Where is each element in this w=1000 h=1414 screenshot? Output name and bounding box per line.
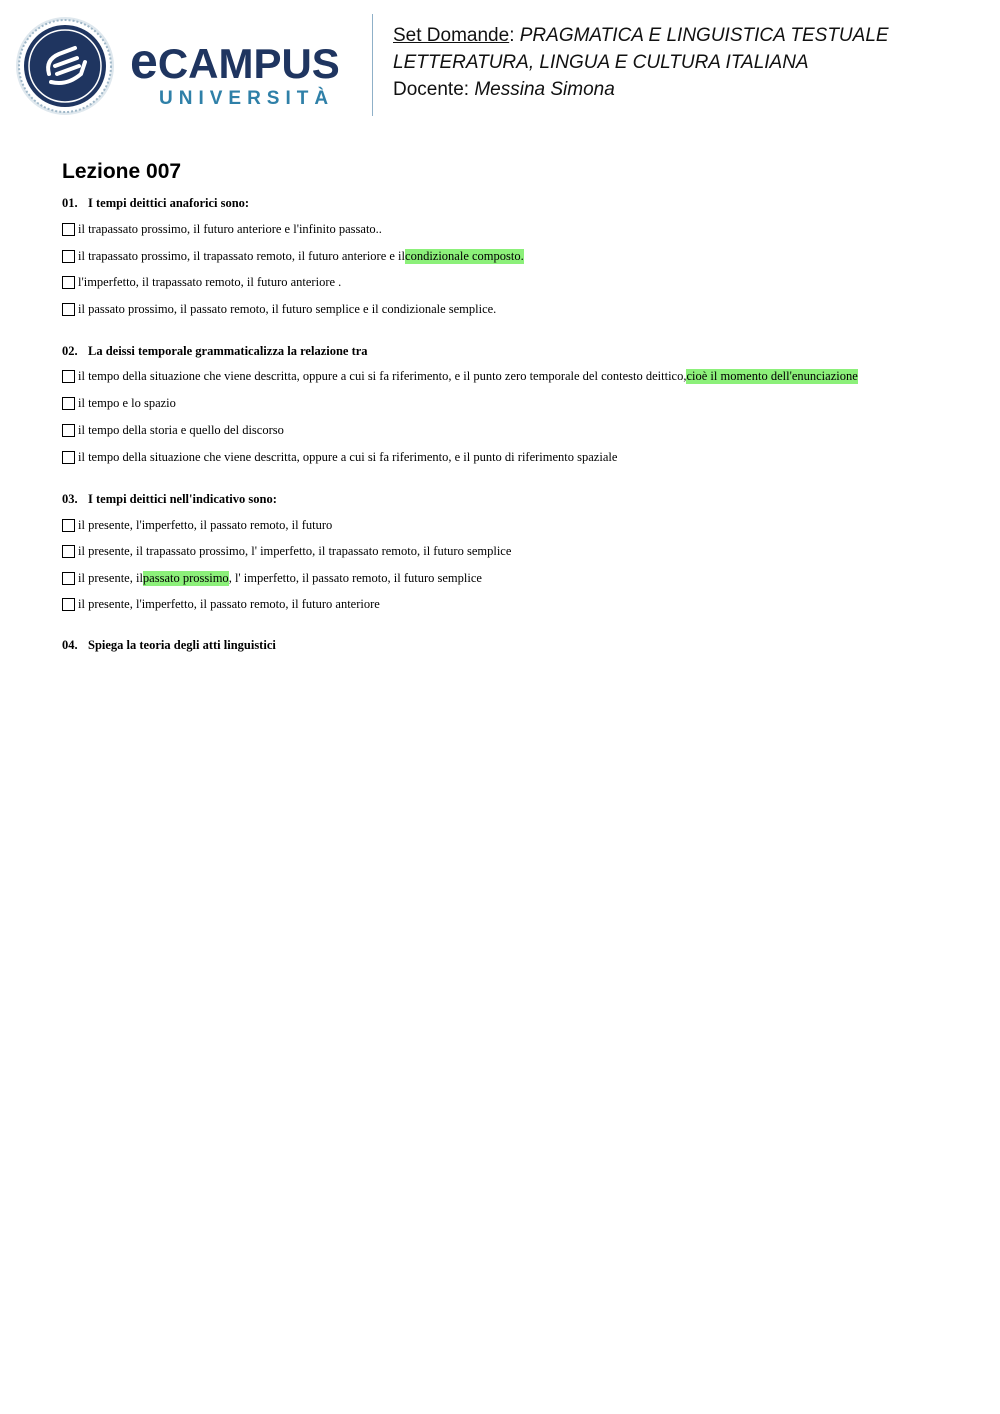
highlighted-answer: passato prossimo — [142, 571, 229, 585]
checkbox[interactable] — [62, 545, 75, 558]
question-03: 03. I tempi deittici nell'indicativo sono: — [62, 492, 277, 506]
checkbox[interactable] — [62, 370, 75, 383]
set-info — [393, 22, 889, 103]
answer-option[interactable]: il presente, il passato prossimo , l' imperfetto, il passato remoto, il futuro semplice — [62, 571, 482, 586]
answer-option[interactable]: l'imperfetto, il trapassato remoto, il futuro anteriore . — [62, 275, 341, 290]
question-02: 02. La deissi temporale grammaticalizza la relazione tra — [62, 344, 368, 358]
checkbox[interactable] — [62, 572, 75, 585]
question-04: 04. Spiega la teoria degli atti linguistici — [62, 638, 276, 652]
answer-option[interactable]: il tempo della storia e quello del discorso — [62, 423, 284, 438]
set-title-line1: PRAGMATICA E LINGUISTICA TESTUALE — [519, 25, 889, 46]
checkbox[interactable] — [62, 424, 75, 437]
set-title-line2-row — [393, 49, 889, 76]
set-title-row: Set Domande: PRAGMATICA E LINGUISTICA TESTUALE — [393, 25, 889, 46]
highlighted-answer: cioè il momento dell'enunciazione — [686, 369, 858, 383]
answer-option[interactable]: il tempo e lo spazio — [62, 396, 176, 411]
ecampus-wordmark — [130, 33, 365, 116]
checkbox[interactable] — [62, 276, 75, 289]
checkbox[interactable] — [62, 250, 75, 263]
teacher-name: Messina Simona — [474, 79, 615, 100]
checkbox[interactable] — [62, 598, 75, 611]
ecampus-seal-icon — [15, 16, 115, 116]
checkbox[interactable] — [62, 303, 75, 316]
checkbox[interactable] — [62, 451, 75, 464]
highlighted-answer: condizionale composto. — [405, 249, 524, 263]
answer-option[interactable]: il tempo della situazione che viene descritta, oppure a cui si fa riferimento, e il punto di riferimento spaziale — [62, 450, 617, 465]
set-label: Set Domande — [393, 25, 510, 46]
teacher-row — [393, 76, 889, 103]
checkbox[interactable] — [62, 223, 75, 236]
page-header — [0, 0, 1000, 130]
checkbox[interactable] — [62, 397, 75, 410]
header-divider — [372, 14, 373, 116]
answer-option[interactable]: il trapassato prossimo, il futuro anteriore e l'infinito passato.. — [62, 222, 382, 237]
wordmark-main: eCAMPUS — [130, 33, 340, 89]
teacher-label: Docente: — [393, 79, 475, 100]
set-title-line2: LETTERATURA, LINGUA E CULTURA ITALIANA — [393, 52, 809, 73]
answer-option[interactable]: il tempo della situazione che viene descritta, oppure a cui si fa riferimento, e il punto zero temporale del contesto deittico, cioè il momento dell'enunciazione — [62, 369, 858, 384]
answer-option[interactable]: il presente, l'imperfetto, il passato remoto, il futuro — [62, 518, 332, 533]
answer-option[interactable]: il passato prossimo, il passato remoto, il futuro semplice e il condizionale semplice. — [62, 302, 496, 317]
answer-option[interactable]: il trapassato prossimo, il trapassato remoto, il futuro anteriore e il condizionale composto. — [62, 249, 524, 264]
answer-option[interactable]: il presente, l'imperfetto, il passato remoto, il futuro anteriore — [62, 597, 380, 612]
checkbox[interactable] — [62, 519, 75, 532]
question-01: 01. I tempi deittici anaforici sono: — [62, 196, 250, 210]
wordmark-sub: UNIVERSITÀ — [159, 88, 335, 109]
lesson-title: Lezione 007 — [62, 160, 182, 183]
answer-option[interactable]: il presente, il trapassato prossimo, l' imperfetto, il trapassato remoto, il futuro semplice — [62, 544, 511, 559]
